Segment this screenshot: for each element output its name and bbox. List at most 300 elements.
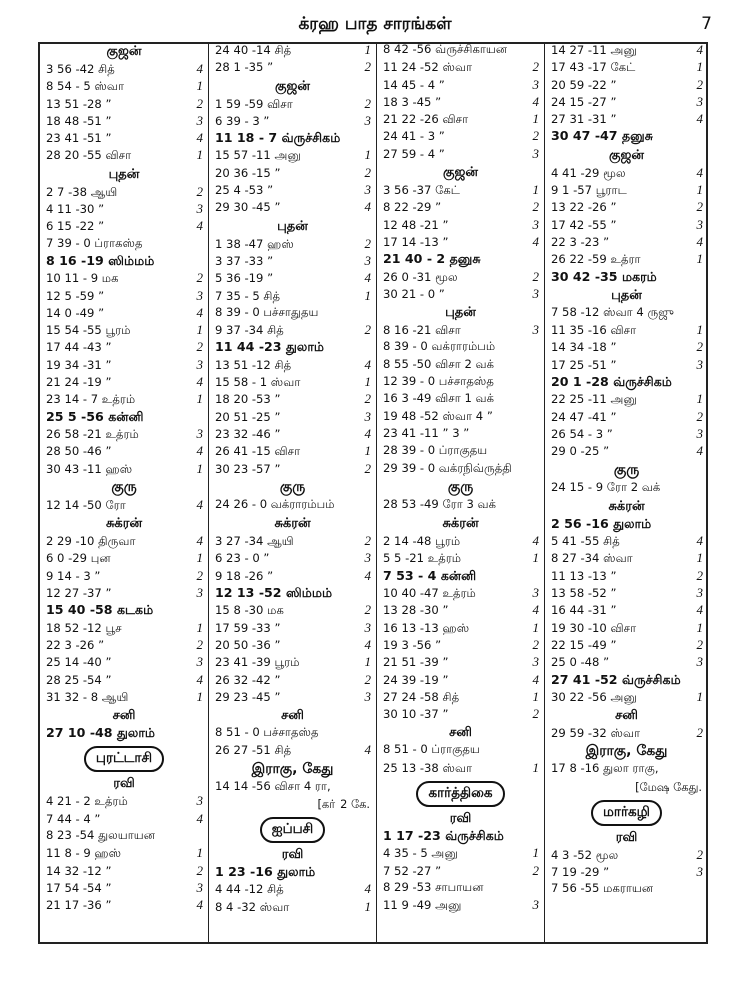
row-entry: 7 35 - 5 சித்	[215, 288, 281, 303]
row-entry: 26 58 -21 உத்ரம்	[46, 426, 139, 441]
month-box	[545, 796, 708, 828]
table-row	[377, 322, 544, 339]
pada-number: 2	[696, 76, 703, 92]
table-row	[40, 672, 208, 689]
row-entry: 12 14 -50 ரோ	[46, 497, 126, 512]
table-row	[40, 828, 208, 845]
pada-number: 2	[364, 391, 371, 407]
table-row	[209, 550, 376, 567]
row-entry: 6 15 -22 ”	[46, 219, 105, 234]
row-entry: 12 39 - 0 பச்சாதஸ்த	[383, 374, 494, 389]
pada-number: 4	[196, 130, 203, 146]
table-row	[209, 426, 376, 443]
month-title: புரட்டாசி	[84, 746, 164, 772]
table-row	[377, 443, 544, 460]
pada-number: 3	[532, 76, 539, 92]
section-heading: குரு	[279, 478, 306, 495]
pada-number: 2	[532, 862, 539, 878]
table-row	[545, 111, 708, 128]
pada-number: 3	[364, 182, 371, 198]
row-entry: 23 41 -11 ” 3 ”	[383, 425, 470, 440]
row-entry: 30 47 -47 தனுசு	[551, 128, 653, 144]
table-row	[377, 234, 544, 251]
row-entry: 28 53 -49 ரோ 3 வக்	[383, 496, 497, 511]
row-entry: 16 13 -13 ஹஸ்	[383, 620, 470, 635]
pada-number: 2	[196, 339, 203, 355]
row-entry: 15 58 - 1 ஸ்வா	[215, 375, 301, 390]
pada-number: 2	[364, 235, 371, 251]
section-heading: குரு	[613, 461, 640, 478]
pada-number: 4	[696, 111, 703, 127]
table-row	[209, 637, 376, 654]
table-row	[545, 391, 708, 408]
row-entry: 27 41 -52 வ்ருச்சிகம்	[551, 671, 681, 687]
section-heading: சுக்ரன்	[608, 498, 645, 514]
table-row	[545, 654, 708, 671]
table-row	[40, 497, 208, 514]
pada-number: 2	[696, 408, 703, 424]
table-row	[40, 426, 208, 443]
table-row	[545, 847, 708, 864]
row-entry: 9 14 - 3 ”	[46, 568, 101, 583]
row-entry: 15 8 -30 மக	[215, 603, 284, 618]
table-row	[40, 654, 208, 671]
row-entry: 7 52 -27 ”	[383, 863, 442, 878]
pada-number: 2	[364, 533, 371, 549]
row-entry: 29 30 -45 ”	[215, 200, 281, 215]
pada-number: 4	[196, 671, 203, 687]
row-entry: 18 20 -53 ”	[215, 392, 281, 407]
table-row	[40, 637, 208, 654]
table-row	[40, 113, 208, 130]
row-entry: 17 8 -16 துலா ராகு,	[551, 761, 659, 776]
pada-number: 2	[364, 95, 371, 111]
pada-number: 2	[532, 128, 539, 144]
table-row	[209, 672, 376, 689]
pada-number: 1	[696, 322, 703, 338]
pada-number: 4	[196, 810, 203, 826]
table-row	[40, 78, 208, 95]
pada-number: 3	[364, 252, 371, 268]
pada-number: 3	[364, 112, 371, 128]
pada-number: 1	[196, 619, 203, 635]
pada-number: 3	[696, 93, 703, 109]
month-box	[377, 777, 544, 809]
row-entry: 27 59 - 4 ”	[383, 146, 445, 161]
table-row	[40, 147, 208, 164]
table-row	[377, 533, 544, 550]
table-row	[40, 357, 208, 374]
row-entry: 1 23 -16 துலாம்	[215, 863, 316, 879]
pada-number: 2	[196, 636, 203, 652]
table-row	[209, 199, 376, 216]
table-row	[40, 725, 208, 742]
pada-number: 2	[532, 59, 539, 75]
row-entry: 29 59 -32 ஸ்வா	[551, 726, 641, 741]
row-entry: 23 14 - 7 உத்ரம்	[46, 392, 136, 407]
row-entry: 12 27 -37 ”	[46, 586, 112, 601]
row-entry: 14 34 -18 ”	[551, 340, 617, 355]
table-row	[377, 602, 544, 619]
row-entry: 3 37 -33 ”	[215, 253, 274, 268]
row-entry: 8 51 - 0 ப்ராகுதய	[383, 742, 480, 757]
table-row	[377, 706, 544, 723]
row-entry: 7 53 - 4 கன்னி	[383, 567, 477, 583]
pada-number: 1	[364, 374, 371, 390]
table-row	[545, 305, 708, 322]
table-row	[209, 881, 376, 898]
page-title: க்ரஹ பாத சாரங்கள்	[298, 14, 452, 34]
row-entry: 3 56 -42 சித்	[46, 62, 115, 76]
table-row	[209, 236, 376, 253]
pada-number: 4	[696, 533, 703, 549]
table-row	[545, 234, 708, 251]
section-heading: ரவி	[615, 829, 638, 845]
pada-number: 4	[696, 443, 703, 459]
row-entry: 21 24 -19 ”	[46, 375, 112, 390]
table-row	[40, 689, 208, 706]
table-row	[40, 585, 208, 602]
pada-number: 3	[196, 585, 203, 601]
table-row	[209, 42, 376, 59]
table-row	[40, 897, 208, 914]
section-heading: குஜன்	[275, 78, 310, 94]
continuation-note: [மேஷ கேது.	[635, 779, 702, 794]
table-row	[377, 845, 544, 862]
table-row	[377, 897, 544, 914]
table-row	[377, 568, 544, 585]
pada-number: 3	[364, 550, 371, 566]
row-entry: 10 11 - 9 மக	[46, 271, 119, 286]
table-row	[40, 61, 208, 78]
pada-number: 3	[196, 793, 203, 809]
row-entry: 20 50 -36 ”	[215, 637, 281, 652]
pada-number: 3	[696, 216, 703, 232]
row-entry: 28 1 -35 ”	[215, 60, 274, 75]
pada-number: 2	[196, 567, 203, 583]
table-row	[209, 620, 376, 637]
table-row	[209, 585, 376, 602]
table-row	[209, 96, 376, 113]
table-row	[545, 426, 708, 443]
table-row	[545, 637, 708, 654]
row-entry: 21 51 -39 ”	[383, 655, 449, 670]
month-title: கார்த்திகை	[416, 781, 504, 807]
pada-number: 2	[196, 270, 203, 286]
table-row	[209, 322, 376, 339]
pada-number: 2	[196, 183, 203, 199]
row-entry: 4 11 -30 ”	[46, 202, 105, 217]
pada-number: 3	[196, 287, 203, 303]
row-entry: 1 17 -23 வ்ருச்சிகம்	[383, 827, 504, 843]
table-row	[40, 880, 208, 897]
row-entry: 4 21 - 2 உத்ரம்	[46, 794, 128, 809]
row-entry: 7 39 - 0 ப்ராகஸ்த	[46, 235, 143, 250]
table-row	[40, 201, 208, 218]
row-entry: 30 23 -57 ”	[215, 461, 281, 476]
table-row	[377, 42, 544, 59]
row-entry: 4 41 -29 மூல	[551, 165, 626, 180]
table-row	[377, 550, 544, 567]
pada-number: 1	[696, 59, 703, 75]
table-row	[209, 374, 376, 391]
row-entry: 24 40 -14 சித்	[215, 43, 292, 57]
row-entry: 25 5 -56 கன்னி	[46, 408, 144, 424]
row-entry: 7 56 -55 மகராயன	[551, 881, 654, 896]
row-entry: 11 35 -16 விசா	[551, 323, 637, 338]
section-heading: ரவி	[113, 776, 135, 792]
pada-number: 3	[364, 408, 371, 424]
row-entry: 8 54 - 5 ஸ்வா	[46, 79, 125, 94]
table-row	[545, 516, 708, 533]
row-entry: 26 54 - 3 ”	[551, 426, 613, 441]
table-row	[209, 725, 376, 742]
row-entry: 8 42 -56 வ்ருச்சிகாயன	[383, 42, 508, 56]
pada-number: 3	[532, 285, 539, 301]
pada-number: 1	[196, 845, 203, 861]
pada-number: 3	[696, 425, 703, 441]
table-row	[545, 689, 708, 706]
pada-number: 2	[696, 846, 703, 862]
row-entry: 23 32 -46 ”	[215, 426, 281, 441]
row-entry: 6 39 - 3 ”	[215, 113, 270, 128]
row-entry: 17 59 -33 ”	[215, 620, 281, 635]
row-entry: 8 39 - 0 வக்ராரம்பம்	[383, 339, 496, 354]
pada-number: 4	[532, 93, 539, 109]
pada-number: 1	[532, 759, 539, 775]
pada-number: 3	[196, 654, 203, 670]
pada-number: 3	[532, 322, 539, 338]
pada-number: 3	[364, 688, 371, 704]
table-row	[377, 269, 544, 286]
row-entry: 5 5 -21 உத்ரம்	[383, 551, 462, 566]
table-row	[545, 881, 708, 898]
table-row	[377, 742, 544, 759]
pada-number: 4	[364, 356, 371, 372]
table-row	[545, 568, 708, 585]
row-entry: 24 47 -41 ”	[551, 409, 617, 424]
section-heading: சனி	[281, 708, 304, 724]
table-row	[40, 305, 208, 322]
pada-number: 1	[696, 182, 703, 198]
table-row	[545, 672, 708, 689]
pada-number: 1	[696, 619, 703, 635]
pada-number: 4	[196, 897, 203, 913]
pada-number: 2	[364, 602, 371, 618]
section-heading: குஜன்	[106, 44, 142, 59]
row-entry: 8 51 - 0 பச்சாதஸ்த	[215, 725, 319, 740]
row-entry: 22 3 -26 ”	[46, 637, 105, 652]
row-entry: 8 16 -21 விசா	[383, 323, 461, 338]
table-row	[377, 461, 544, 478]
pada-number: 3	[696, 356, 703, 372]
row-entry: 7 19 -29 ”	[551, 864, 610, 879]
table-row	[209, 533, 376, 550]
table-row	[40, 568, 208, 585]
pada-number: 1	[196, 147, 203, 163]
row-entry: 8 27 -34 ஸ்வா	[551, 551, 633, 566]
row-entry: 9 1 -57 பூராட	[551, 183, 627, 198]
row-entry: 11 44 -23 துலாம்	[215, 339, 325, 355]
row-entry: 24 15 -27 ”	[551, 94, 617, 109]
table-row	[377, 654, 544, 671]
pada-number: 2	[196, 95, 203, 111]
row-entry: 25 0 -48 ”	[551, 655, 610, 670]
table-row	[40, 550, 208, 567]
page-header	[0, 0, 750, 40]
pada-number: 2	[696, 199, 703, 215]
row-entry: 7 58 -12 ஸ்வா 4 ருஜு	[551, 304, 674, 319]
pada-number: 4	[364, 881, 371, 897]
pada-number: 2	[364, 322, 371, 338]
table-row	[40, 620, 208, 637]
row-entry: 14 32 -12 ”	[46, 863, 112, 878]
table-row	[377, 672, 544, 689]
table-row	[545, 409, 708, 426]
row-entry: 27 24 -58 சித்	[383, 689, 460, 704]
pada-number: 3	[196, 356, 203, 372]
row-entry: 29 23 -45 ”	[215, 689, 281, 704]
table-row	[545, 59, 708, 76]
table-row	[545, 620, 708, 637]
table-row	[209, 497, 376, 514]
pada-number: 4	[532, 233, 539, 249]
row-entry: 14 0 -49 ”	[46, 305, 105, 320]
table-row	[377, 251, 544, 268]
pada-number: 4	[532, 602, 539, 618]
table-row	[377, 880, 544, 897]
row-entry: 5 36 -19 ”	[215, 271, 274, 286]
row-entry: 18 3 -45 ”	[383, 94, 442, 109]
section-heading: சனி	[112, 708, 136, 724]
row-entry: 24 26 - 0 வக்ராரம்பம்	[215, 496, 335, 511]
pada-number: 1	[532, 111, 539, 127]
pada-number: 3	[696, 585, 703, 601]
row-entry: 5 41 -55 சித்	[551, 534, 620, 549]
row-entry: 8 23 -54 துலயாயன	[46, 827, 155, 842]
pada-number: 3	[696, 863, 703, 879]
row-entry: 30 21 - 0 ”	[383, 286, 445, 301]
table-row	[40, 602, 208, 619]
row-entry: 20 59 -22 ”	[551, 77, 617, 92]
row-entry: 30 43 -11 ஹஸ்	[46, 461, 133, 476]
row-entry: 8 39 - 0 பச்சாதுதய	[215, 304, 319, 319]
table-row	[545, 533, 708, 550]
row-entry: 20 1 -28 வ்ருச்சிகம்	[551, 374, 672, 390]
table-row	[545, 357, 708, 374]
month-box	[209, 813, 376, 845]
row-entry: 24 15 - 9 ரோ 2 வக்	[551, 479, 661, 494]
row-entry: 8 16 -19 ஸிம்மம்	[46, 252, 155, 268]
table-row	[40, 218, 208, 235]
table-row	[209, 59, 376, 76]
pada-number: 2	[696, 339, 703, 355]
section-heading: குரு	[447, 478, 474, 495]
table-row	[545, 217, 708, 234]
row-entry: 20 51 -25 ”	[215, 409, 281, 424]
table-row	[40, 391, 208, 408]
table-row	[377, 199, 544, 216]
row-entry: 13 51 -12 சித்	[215, 357, 292, 372]
row-entry: 10 40 -47 உத்ரம்	[383, 586, 476, 601]
table-row	[209, 779, 376, 796]
section-heading: ரவி	[281, 846, 304, 862]
row-entry: 18 48 -51 ”	[46, 113, 112, 128]
row-entry: 17 43 -17 கேட்	[551, 60, 636, 75]
pada-number: 1	[364, 654, 371, 670]
pada-number: 4	[196, 374, 203, 390]
row-entry: 24 41 - 3 ”	[383, 129, 445, 144]
table-row	[209, 461, 376, 478]
row-entry: 21 17 -36 ”	[46, 898, 112, 913]
pada-number: 2	[532, 199, 539, 215]
pada-number: 4	[196, 218, 203, 234]
month-title: ஐப்பசி	[260, 817, 326, 843]
row-entry: 30 42 -35 மகரம்	[551, 268, 657, 284]
pada-number: 2	[532, 706, 539, 722]
table-row	[40, 863, 208, 880]
section-heading: புதன்	[445, 305, 476, 321]
row-entry: 6 23 - 0 ”	[215, 551, 270, 566]
pada-number: 4	[364, 199, 371, 215]
pada-number: 2	[696, 725, 703, 741]
section-heading: குஜன்	[443, 165, 478, 181]
row-entry: 27 10 -48 துலாம்	[46, 725, 156, 741]
row-entry: 23 41 -39 பூரம்	[215, 655, 300, 670]
table-row	[377, 828, 544, 845]
table-row	[209, 130, 376, 147]
pada-number: 4	[196, 443, 203, 459]
row-entry: 4 3 -52 மூல	[551, 847, 619, 862]
table-row	[40, 253, 208, 270]
table-row	[40, 811, 208, 828]
row-entry: 17 42 -55 ”	[551, 217, 617, 232]
pada-number: 4	[532, 533, 539, 549]
pada-number: 3	[532, 216, 539, 232]
row-entry: 1 59 -59 விசா	[215, 96, 293, 111]
continuation-note: [கா் 2 கே.	[317, 796, 370, 811]
section-heading: சுக்ரன்	[442, 516, 479, 532]
section-heading: சுக்ரன்	[274, 516, 311, 532]
section-heading: புதன்	[277, 218, 308, 234]
table-row	[40, 533, 208, 550]
table-row	[545, 725, 708, 742]
table-row	[209, 147, 376, 164]
table-row	[545, 77, 708, 94]
pada-number: 3	[532, 897, 539, 913]
row-entry: 11 24 -52 ஸ்வா	[383, 60, 473, 75]
table-row	[377, 146, 544, 163]
row-entry: 22 3 -23 ”	[551, 234, 610, 249]
table-row	[40, 374, 208, 391]
pada-number: 4	[364, 425, 371, 441]
row-entry: 26 27 -51 சித்	[215, 743, 292, 758]
row-entry: 28 25 -54 ”	[46, 672, 112, 687]
table-row	[209, 742, 376, 759]
pada-number: 1	[364, 443, 371, 459]
row-entry: 18 52 -12 பூச	[46, 620, 122, 635]
table-row	[40, 845, 208, 862]
table-row	[545, 251, 708, 268]
row-entry: 2 29 -10 திருவா	[46, 534, 136, 549]
month-box	[40, 742, 208, 774]
row-entry: 8 22 -29 ”	[383, 200, 442, 215]
pada-number: 4	[364, 567, 371, 583]
table-row	[209, 165, 376, 182]
pada-number: 1	[532, 550, 539, 566]
row-entry: 15 40 -58 கடகம்	[46, 602, 154, 618]
table-row	[377, 286, 544, 303]
